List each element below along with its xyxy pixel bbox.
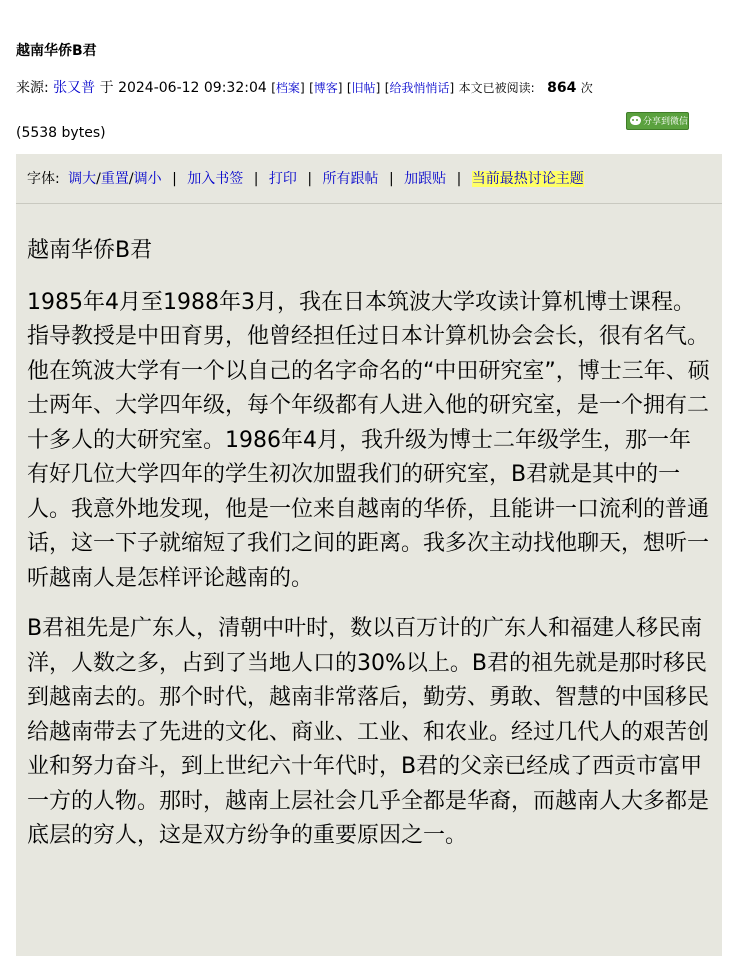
reads-unit: 次 [580,81,593,95]
article-title: 越南华侨B君 [27,238,153,263]
font-size-label: 字体: [27,171,60,187]
post-toolbar: 字体: 调大/重置/调小 | 加入书签 | 打印 | 所有跟帖 | 加跟贴 | 当前最热讨论主题 [16,154,722,204]
article-body [16,234,722,854]
divider: | [253,171,259,187]
post-datetime: 2024-06-12 09:32:04 [118,80,267,96]
archive-link[interactable]: 档案 [275,81,300,95]
post-size: (5538 bytes) [16,125,106,141]
meta-link-message-wrap: [给我悄悄话] [384,81,455,95]
at-label: 于 [99,80,114,96]
all-replies-link[interactable]: 所有跟帖 [322,171,379,187]
divider: | [307,171,313,187]
wechat-icon [630,116,641,125]
print-link[interactable]: 打印 [268,171,297,187]
content-panel [16,154,722,956]
page-title: 越南华侨B君 [16,43,97,59]
meta-link-blog-wrap: [博客] [309,81,343,95]
author-link[interactable]: 张又普 [53,80,96,96]
post-meta [16,78,593,98]
private-message-link[interactable]: 给我悄悄话 [389,81,450,95]
font-smaller-link[interactable]: 调小 [133,171,162,187]
reads-label: 本文已被阅读: [458,81,535,95]
article-paragraph: 1985年4月至1988年3月，我在日本筑波大学攻读计算机博士课程。指导教授是中田育男，他曾经担任过日本计算机协会会长，很有名气。他在筑波大学有一个以自己的名字命名的“中田研究室”，博士三年、硕士两年、大学四年级，每个年级都有人进入他的研究室，是一个拥有二十多人的大研究室。1986年4月，我升级为博士二年级学生，那一年有好几位大学四年的学生初次加盟我们的研究室，B君就是其中的一人。我意外地发现，他是一位来自越南的华侨，且能讲一口流利的普通话，这一下子就缩短了我们之间的距离。我多次主动找他聊天，想听一听越南人是怎样评论越南的。 [27,289,710,591]
hot-topic-link[interactable]: 当前最热讨论主题 [471,171,584,187]
reads-count: 864 [547,80,577,96]
meta-link-archive-wrap: [档案] [271,81,305,95]
share-wechat-button[interactable] [626,112,689,130]
divider: | [456,171,462,187]
meta-link-old-posts-wrap: [旧帖] [346,81,381,95]
old-posts-link[interactable]: 旧帖 [351,81,376,95]
blog-link[interactable]: 博客 [313,81,338,95]
font-reset-link[interactable]: 重置 [100,171,129,187]
source-label: 来源: [16,80,49,96]
article-paragraph: B君祖先是广东人，清朝中叶时，数以百万计的广东人和福建人移民南洋，人数之多，占到了当地人口的30%以上。B君的祖先就是那时移民到越南去的。那个时代，越南非常落后，勤劳、勇敢、智慧的中国移民给越南带去了先进的文化、商业、工业、和农业。经过几代人的艰苦创业和努力奋斗，到上世纪六十年代时，B君的父亲已经成了西贡市富甲一方的人物。那时，越南上层社会几乎全都是华裔，而越南人大多都是底层的穷人，这是双方纷争的重要原因之一。 [27,616,710,848]
font-larger-link[interactable]: 调大 [68,171,97,187]
add-reply-link[interactable]: 加跟贴 [404,171,447,187]
divider: | [172,171,177,187]
divider: | [388,171,394,187]
bookmark-link[interactable]: 加入书签 [187,171,244,187]
share-wechat-label: 分享到微信 [643,117,689,127]
